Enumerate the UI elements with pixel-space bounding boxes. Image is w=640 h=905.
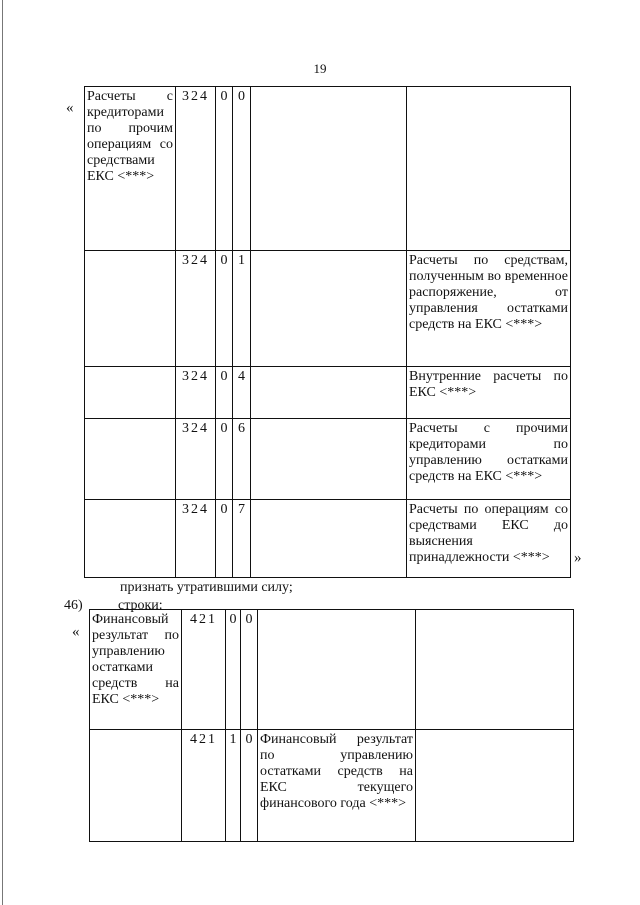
account-code-cell: 324 [176, 367, 216, 419]
account-name-cell [85, 419, 176, 500]
account-code-cell: 324 [176, 500, 216, 578]
account-digit-cell: 0 [216, 87, 233, 251]
account-digit-cell: 7 [233, 500, 251, 578]
account-digit-cell: 0 [241, 730, 258, 842]
item-text: строки: [118, 598, 163, 613]
table-row [85, 419, 571, 500]
table-row [85, 251, 571, 367]
account-code-cell: 324 [176, 251, 216, 367]
account-name-cell [85, 251, 176, 367]
account-description-cell: Расчеты по операциям со средствами ЕКС до выяснения принадлежности <***> [407, 500, 571, 578]
account-name-cell [85, 500, 176, 578]
account-digit-cell: 0 [216, 251, 233, 367]
table-row [85, 367, 571, 419]
accounts-table-2 [89, 609, 574, 842]
account-digit-cell: 1 [233, 251, 251, 367]
account-name-cell: Финансовый результат по управлению остатками средств на ЕКС <***> [90, 610, 182, 730]
page-edge-line [2, 0, 3, 905]
accounts-table-1 [84, 86, 571, 578]
account-description-cell [416, 610, 574, 730]
account-digit-cell: 1 [226, 730, 241, 842]
table-row [90, 730, 574, 842]
account-mid-cell [251, 367, 407, 419]
account-digit-cell: 4 [233, 367, 251, 419]
account-mid-cell [251, 419, 407, 500]
account-mid-cell [251, 500, 407, 578]
account-description-cell: Расчеты по средствам, полученным во временное распоряжение, от управления остатками средств на ЕКС <***> [407, 251, 571, 367]
account-description-cell [416, 730, 574, 842]
account-digit-cell: 6 [233, 419, 251, 500]
account-name-cell: Расчеты с кредиторами по прочим операциям со средствами ЕКС <***> [85, 87, 176, 251]
account-code-cell: 421 [182, 730, 226, 842]
account-digit-cell: 0 [216, 367, 233, 419]
account-digit-cell: 0 [216, 500, 233, 578]
account-mid-cell [258, 610, 416, 730]
account-digit-cell: 0 [241, 610, 258, 730]
account-description-cell: Внутренние расчеты по ЕКС <***> [407, 367, 571, 419]
account-code-cell: 324 [176, 419, 216, 500]
account-digit-cell: 0 [216, 419, 233, 500]
account-code-cell: 421 [182, 610, 226, 730]
table-row [85, 500, 571, 578]
page-number: 19 [313, 61, 327, 76]
account-description-cell [407, 87, 571, 251]
account-digit-cell: 0 [233, 87, 251, 251]
table-row [90, 610, 574, 730]
account-mid-cell [251, 87, 407, 251]
item-number: 46) [64, 598, 83, 613]
opening-quote: « [66, 100, 74, 116]
account-name-cell [90, 730, 182, 842]
account-name-cell [85, 367, 176, 419]
opening-quote: « [72, 624, 80, 640]
account-mid-cell [251, 251, 407, 367]
account-description-cell: Расчеты с прочими кредиторами по управлению остатками средств на ЕКС <***> [407, 419, 571, 500]
account-mid-cell: Финансовый результат по управлению остатками средств на ЕКС текущего финансового года <***> [258, 730, 416, 842]
closing-quote: » [574, 550, 582, 566]
recognize-invalid-text: признать утратившими силу; [120, 580, 293, 595]
account-digit-cell: 0 [226, 610, 241, 730]
table-row [85, 87, 571, 251]
account-code-cell: 324 [176, 87, 216, 251]
